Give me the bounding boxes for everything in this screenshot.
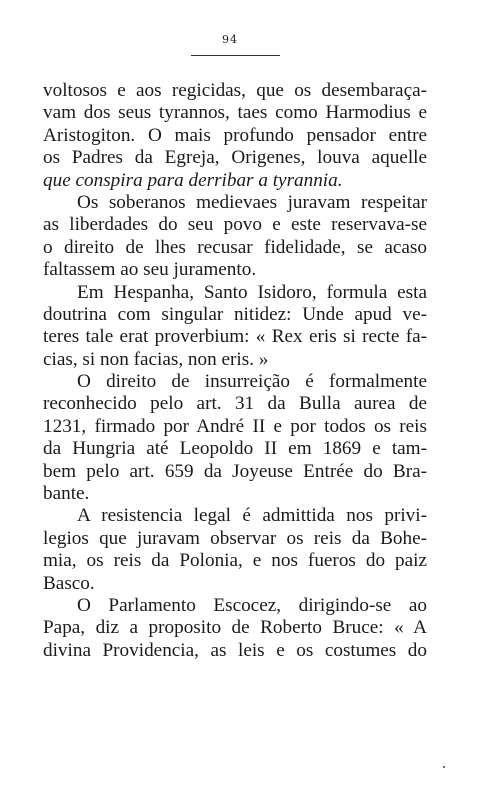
text-line: que conspira para derribar a tyrannia. — [43, 169, 343, 191]
text-line: Basco. — [43, 572, 95, 594]
text-line: Os soberanos medievaes juravam respeitar — [77, 191, 427, 213]
text-line: Papa, diz a proposito de Roberto Bruce: « A — [43, 617, 427, 639]
text-line: os Padres da Egreja, Origenes, louva aquelle — [43, 147, 427, 169]
text-line: A resistencia legal é admittida nos privi- — [77, 505, 427, 527]
paragraph-1 — [43, 80, 427, 192]
text-line: 1231, firmado por André II e por todos os reis — [43, 415, 427, 437]
text-line: mia, os reis da Polonia, e nos fueros do paiz — [43, 550, 427, 572]
text-line: bem pelo art. 659 da Joyeuse Entrée do Bra- — [43, 460, 427, 482]
text-line: divina Providencia, as leis e os costumes do — [43, 639, 427, 661]
text-line: faltassem ao seu juramento. — [43, 259, 257, 281]
page-number: 94 — [222, 33, 238, 46]
text-line: Aristogiton. O mais profundo pensador entre — [43, 124, 427, 146]
paragraph-5 — [43, 505, 427, 595]
text-line: Em Hespanha, Santo Isidoro, formula esta — [77, 281, 427, 303]
text-line: O direito de insurreição é formalmente — [77, 371, 427, 393]
header-rule — [191, 55, 280, 56]
text-line: vam dos seus tyrannos, taes como Harmodius e — [43, 102, 427, 124]
body-text — [43, 80, 427, 662]
text-line: O Parlamento Escocez, dirigindo-se ao — [77, 594, 427, 616]
paragraph-4 — [43, 371, 427, 505]
paragraph-2 — [43, 192, 427, 282]
text-line: as liberdades do seu povo e este reservava-se — [43, 214, 427, 236]
text-line: voltosos e aos regicidas, que os desembaraça- — [43, 80, 427, 101]
text-line: bante. — [43, 483, 90, 505]
text-line: doutrina com singular nitidez: Unde apud ve- — [43, 303, 427, 325]
margin-speck — [443, 766, 445, 768]
paragraph-3 — [43, 282, 427, 372]
paragraph-6 — [43, 595, 427, 662]
text-line: o direito de lhes recusar fidelidade, se acaso — [43, 236, 427, 258]
text-line: reconhecido pelo art. 31 da Bulla aurea de — [43, 393, 427, 415]
text-line: da Hungria até Leopoldo II em 1869 e tam- — [43, 438, 427, 460]
text-line: teres tale erat proverbium: « Rex eris si recte fa- — [43, 326, 427, 348]
text-line: legios que juravam observar os reis da Bohe- — [43, 527, 427, 549]
text-line: cias, si non facias, non eris. » — [43, 348, 269, 370]
